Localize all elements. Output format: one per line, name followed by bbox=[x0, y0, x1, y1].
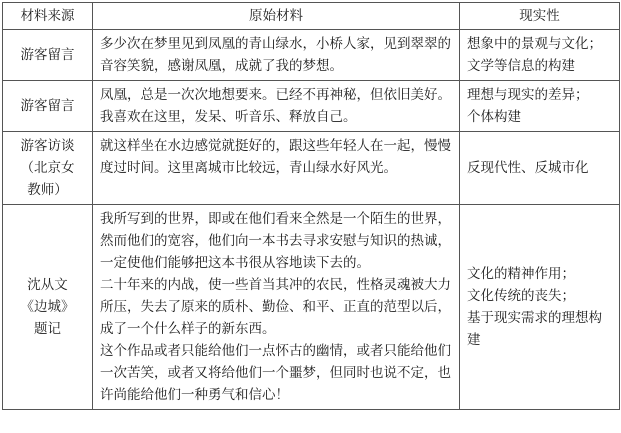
reality-text: 理想与现实的差异； bbox=[467, 87, 589, 103]
material-cell bbox=[93, 81, 460, 132]
source-text: 教师） bbox=[27, 182, 68, 198]
material-table bbox=[2, 2, 620, 410]
reality-cell bbox=[460, 81, 620, 132]
reality-cell bbox=[460, 132, 620, 205]
source-text: 题记 bbox=[34, 321, 61, 337]
reality-text: 基于现实需求的理想构建 bbox=[467, 310, 602, 348]
source-text: 游客留言 bbox=[20, 47, 75, 63]
reality-text: 文化的精神作用； bbox=[467, 266, 575, 282]
table-row bbox=[3, 205, 620, 410]
material-cell bbox=[93, 30, 460, 81]
table-row bbox=[3, 132, 620, 205]
table-row bbox=[3, 30, 620, 81]
source-text: 《边城》 bbox=[20, 299, 75, 315]
reality-text: 想象中的景观与文化； bbox=[467, 36, 602, 52]
material-text: 凤凰，总是一次次地想要来。已经不再神秘，但依旧美好。我喜欢在这里，发呆、听音乐、释放自己。 bbox=[100, 87, 451, 125]
source-text: 沈从文 bbox=[27, 277, 68, 293]
material-text: 就这样坐在水边感觉就挺好的，跟这些年轻人在一起，慢慢度过时间。这里离城市比较远，青山绿水好风光。 bbox=[100, 138, 451, 176]
material-text: 这个作品或者只能给他们一点怀古的幽情，或者只能给他们一次苦笑，或者又将给他们一个噩梦，但同时也说不定，也许尚能给他们一种勇气和信心！ bbox=[100, 343, 451, 403]
material-cell bbox=[93, 205, 460, 410]
source-text: （北京女 bbox=[20, 160, 75, 176]
reality-text: 文化传统的丧失； bbox=[467, 288, 575, 304]
material-text: 二十年来的内战，使一些首当其冲的农民，性格灵魂被大力所压，失去了原来的质朴、勤俭、和平、正直的范型以后，成了一个什么样子的新东西。 bbox=[100, 277, 451, 337]
reality-text: 文学等信息的构建 bbox=[467, 58, 575, 74]
table-row bbox=[3, 81, 620, 132]
reality-cell bbox=[460, 205, 620, 410]
source-cell bbox=[3, 205, 93, 410]
source-cell bbox=[3, 81, 93, 132]
source-text: 游客留言 bbox=[20, 98, 75, 114]
header-source: 材料来源 bbox=[3, 3, 93, 30]
material-text: 我所写到的世界，即或在他们看来全然是一个陌生的世界，然而他们的宽容，他们向一本书去寻求安慰与知识的热诚，一定使他们能够把这本书很从容地读下去的。 bbox=[100, 211, 451, 271]
header-row bbox=[3, 3, 620, 30]
material-text: 多少次在梦里见到凤凰的青山绿水，小桥人家，见到翠翠的音容笑貌，感谢凤凰，成就了我的梦想。 bbox=[100, 36, 451, 74]
source-cell bbox=[3, 30, 93, 81]
material-cell bbox=[93, 132, 460, 205]
reality-text: 个体构建 bbox=[467, 109, 521, 125]
source-text: 游客访谈 bbox=[20, 138, 75, 154]
reality-cell bbox=[460, 30, 620, 81]
source-cell bbox=[3, 132, 93, 205]
header-reality: 现实性 bbox=[460, 3, 620, 30]
reality-text: 反现代性、反城市化 bbox=[467, 160, 589, 176]
header-material: 原始材料 bbox=[93, 3, 460, 30]
